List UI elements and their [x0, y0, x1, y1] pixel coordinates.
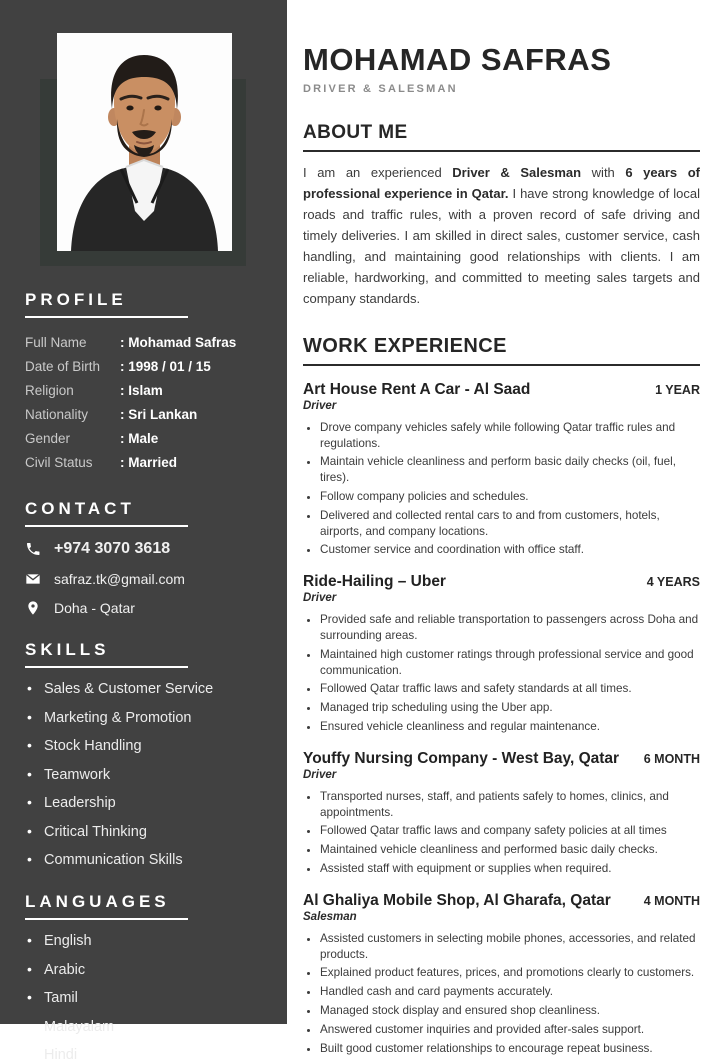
work-experience-section — [303, 335, 700, 1057]
job-period: 4 MONTH — [643, 893, 700, 908]
job-bullet: • Customer service and coordination with office staff. — [320, 542, 700, 558]
profile-row-label: Date of Birth — [25, 359, 101, 374]
job-bullet: • Followed Qatar traffic laws and safety standards at all times. — [320, 681, 700, 697]
job-bullets — [303, 931, 700, 1057]
profile-row — [25, 427, 259, 451]
profile-row-value: : Married — [120, 451, 177, 475]
about-text-2: with — [581, 164, 626, 180]
job-bullet: • Managed stock display and ensured shop cleanliness. — [320, 1003, 700, 1019]
job-period: 1 YEAR — [655, 382, 700, 397]
languages-list — [25, 933, 259, 1063]
profile-row-label: Gender — [25, 431, 71, 446]
job-role: Salesman — [303, 910, 357, 923]
profile-row-value: : 1998 / 01 / 15 — [120, 355, 211, 379]
profile-section — [0, 290, 287, 475]
languages-section — [0, 892, 287, 1063]
profile-heading-rule — [25, 316, 188, 318]
job-role: Driver — [303, 592, 337, 605]
job-bullet: • Built good customer relationships to encourage repeat business. — [320, 1041, 700, 1057]
phone-icon — [25, 541, 41, 557]
job-bullet: • Assisted staff with equipment or supplies when required. — [320, 861, 700, 877]
job-role: Driver — [303, 768, 337, 781]
profile-row-value: : Mohamad Safras — [120, 331, 236, 355]
contact-section — [0, 499, 287, 616]
job-period: 4 YEARS — [646, 575, 700, 590]
contact-location-row — [25, 600, 259, 616]
skill-item: • Communication Skills — [25, 852, 259, 868]
contact-heading: CONTACT — [25, 499, 135, 518]
job-bullet: • Ensured vehicle cleanliness and regular maintenance. — [320, 719, 700, 735]
profile-photo — [57, 33, 232, 251]
job-entry — [303, 750, 700, 877]
skill-item: • Teamwork — [25, 767, 259, 783]
sidebar — [0, 0, 287, 1063]
photo-area — [0, 0, 287, 266]
skills-section — [0, 640, 287, 868]
languages-heading: LANGUAGES — [25, 892, 170, 911]
language-item: • Arabic — [25, 962, 259, 978]
about-text-3: I have strong knowledge of local roads and traffic rules, with a proven record of safe driving and timely deliveries. I am skilled in direct sales, customer service, cash handling, and maintaining good relationships with clients. I am reliable, hardworking, and committed to meeting sales targets and company standards. — [303, 185, 700, 306]
job-header — [303, 381, 700, 399]
job-bullet: • Drove company vehicles safely while following Qatar traffic rules and regulations. — [320, 420, 700, 452]
profile-rows — [25, 331, 259, 475]
candidate-name: MOHAMAD SAFRAS — [303, 42, 612, 77]
job-bullet: • Managed trip scheduling using the Uber app. — [320, 700, 700, 716]
language-item: • Tamil — [25, 990, 259, 1006]
skill-item: • Critical Thinking — [25, 824, 259, 840]
job-bullet: • Maintain vehicle cleanliness and perform basic daily checks (oil, fuel, tires). — [320, 454, 700, 486]
skills-heading-rule — [25, 666, 188, 668]
about-text-1: I am an experienced — [303, 164, 453, 180]
job-entry — [303, 892, 700, 1057]
job-header — [303, 750, 700, 768]
job-bullet: • Maintained high customer ratings through professional service and good communication. — [320, 647, 700, 679]
contact-heading-rule — [25, 525, 188, 527]
job-bullet: • Followed Qatar traffic laws and company safety policies at all times — [320, 823, 700, 839]
job-title: Ride-Hailing – Uber — [303, 573, 446, 591]
job-title: Al Ghaliya Mobile Shop, Al Gharafa, Qatar — [303, 891, 611, 909]
job-header — [303, 892, 700, 910]
location-icon — [25, 600, 41, 616]
skills-list — [25, 681, 259, 868]
languages-heading-rule — [25, 918, 188, 920]
contact-email-text[interactable]: safraz.tk@gmail.com — [54, 571, 185, 587]
job-bullet: • Assisted customers in selecting mobile phones, accessories, and related products. — [320, 931, 700, 963]
job-bullet: • Provided safe and reliable transportation to passengers across Doha and surrounding areas. — [320, 612, 700, 644]
contact-phone-row — [25, 540, 259, 558]
job-bullet: • Delivered and collected rental cars to and from customers, hotels, airports, and company locations. — [320, 508, 700, 540]
language-item: • Malayalam — [25, 1019, 259, 1035]
profile-row — [25, 379, 259, 403]
contact-location-text: Doha - Qatar — [54, 600, 135, 616]
job-bullets — [303, 420, 700, 558]
email-icon — [25, 571, 41, 587]
profile-row-value: : Male — [120, 427, 158, 451]
portrait-illustration — [57, 33, 232, 251]
about-heading: ABOUT ME — [303, 122, 700, 152]
profile-row-label: Civil Status — [25, 455, 93, 470]
profile-row — [25, 355, 259, 379]
job-bullets — [303, 612, 700, 735]
contact-phone-text[interactable]: +974 3070 3618 — [54, 540, 171, 557]
contact-email-row — [25, 571, 259, 587]
skill-item: • Marketing & Promotion — [25, 710, 259, 726]
job-header — [303, 573, 700, 591]
job-role: Driver — [303, 399, 337, 412]
skill-item: • Leadership — [25, 795, 259, 811]
skills-heading: SKILLS — [25, 640, 110, 659]
job-entry — [303, 381, 700, 558]
profile-row-label: Full Name — [25, 335, 87, 350]
profile-row-value: : Sri Lankan — [120, 403, 197, 427]
about-paragraph — [303, 162, 700, 309]
job-bullet: • Explained product features, prices, and promotions clearly to customers. — [320, 965, 700, 981]
about-bold-2: 6 years of professional experience in Qatar. — [303, 164, 701, 201]
skill-item: • Sales & Customer Service — [25, 681, 259, 697]
job-bullet: • Handled cash and card payments accurately. — [320, 984, 700, 1000]
job-bullet: • Follow company policies and schedules. — [320, 489, 700, 505]
language-item: • English — [25, 933, 259, 949]
job-bullet: • Answered customer inquiries and provided after-sales support. — [320, 1022, 700, 1038]
profile-heading: PROFILE — [25, 290, 127, 309]
skill-item: • Stock Handling — [25, 738, 259, 754]
profile-row — [25, 403, 259, 427]
job-bullet: • Transported nurses, staff, and patients safely to homes, clinics, and appointments. — [320, 789, 700, 821]
job-entry — [303, 573, 700, 735]
job-period: 6 MONTH — [643, 751, 700, 766]
work-experience-heading: WORK EXPERIENCE — [303, 335, 700, 366]
job-bullets — [303, 789, 700, 877]
profile-row-label: Nationality — [25, 407, 89, 422]
main-column — [287, 0, 725, 1055]
language-item: • Hindi — [25, 1047, 259, 1063]
candidate-role: DRIVER & SALESMAN — [303, 82, 458, 95]
about-section — [303, 122, 700, 309]
job-title: Youffy Nursing Company - West Bay, Qatar — [303, 749, 620, 767]
job-title: Art House Rent A Car - Al Saad — [303, 380, 531, 398]
profile-row — [25, 451, 259, 475]
profile-row-label: Religion — [25, 383, 74, 398]
profile-row-value: : Islam — [120, 379, 163, 403]
about-bold-1: Driver & Salesman — [452, 164, 582, 180]
job-bullet: • Maintained vehicle cleanliness and performed basic daily checks. — [320, 842, 700, 858]
profile-row — [25, 331, 259, 355]
